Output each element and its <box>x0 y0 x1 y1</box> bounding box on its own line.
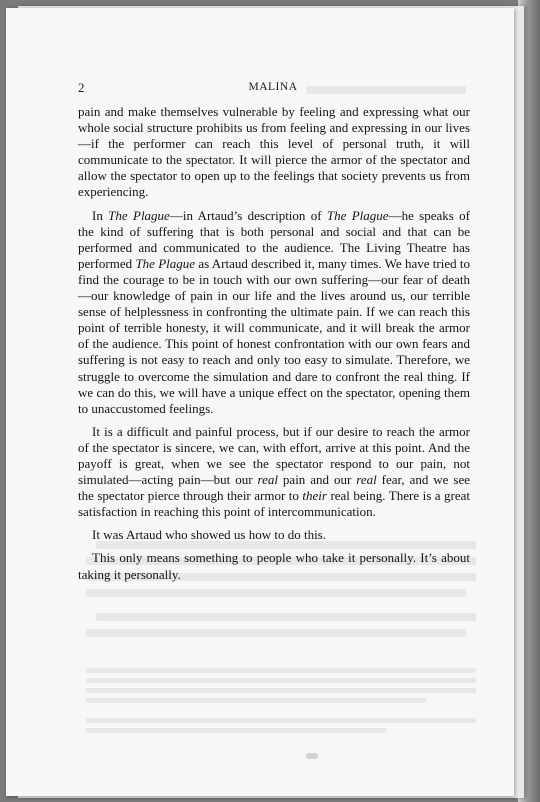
italic-text: real <box>257 472 278 488</box>
text-segment: pain and make themselves vulnerable by feeling and expressing what our whole social structure prohibits us from feeling and expressing in our lives—if the performer can reach this level of personal truth, it will communicate to the spectator. It will pierce the armor of the spectator and allow the spectator to open up to the feelings that society prevents us from experiencing. <box>78 104 470 200</box>
paragraph <box>78 550 470 582</box>
text-segment: —in Artaud’s description of <box>169 207 327 223</box>
paragraph <box>78 104 470 201</box>
page-header <box>78 80 468 98</box>
body-text <box>78 104 470 590</box>
italic-text: The Plague <box>135 255 196 271</box>
italic-text: The Plague <box>326 207 389 223</box>
italic-text: The Plague <box>108 207 170 223</box>
text-segment: It is a difficult and painful process, but if our desire to reach the armor of the spectator is sincere, we can, with effort, arrive at this point. And the payoff is great, when we see the spectator respond to our pain, not simulated—acting pain—but our <box>78 423 470 488</box>
text-segment: —he speaks of the kind of suffering that is both personal and social and that can be performed and communicated to the audience. The Living Theatre has performed <box>78 207 470 271</box>
text-segment: fear, and we see the spectator pierce through their armor to <box>78 472 470 504</box>
italic-text: their <box>302 488 327 504</box>
book-page <box>6 8 514 796</box>
text-segment: pain and our <box>277 472 357 488</box>
paragraph <box>78 527 470 543</box>
page-number: 2 <box>78 80 85 95</box>
text-segment: In <box>92 207 109 223</box>
page-mark <box>306 753 318 759</box>
paragraph <box>78 208 470 417</box>
running-head: MALINA <box>248 81 298 93</box>
text-segment: as Artaud described it, many times. We have tried to find the courage to be in touch with our own suffering—our fear of death—our knowledge of pain in our life and the lives around us, our terrible sense of helplessness in confronting the ultimate pain. If we can reach this point of terrible honesty, it will communicate, and it will break the armor of the audience. This point of honest confrontation with our own fears and suffering is not easy to reach and only too easy to simulate. Therefore, we struggle to overcome the simulation and dare to confront the real thing. If we can do this, we will have a unique effect on the spectator, opening them to unaccustomed feelings. <box>78 255 471 416</box>
text-segment: real being. There is a great satisfaction in reaching this point of intercommunication. <box>78 488 470 520</box>
paragraph <box>78 424 470 521</box>
italic-text: real <box>356 472 377 488</box>
text-segment: This only means something to people who take it personally. It’s about taking it personally. <box>78 550 470 582</box>
text-segment: It was Artaud who showed us how to do this. <box>92 527 326 543</box>
